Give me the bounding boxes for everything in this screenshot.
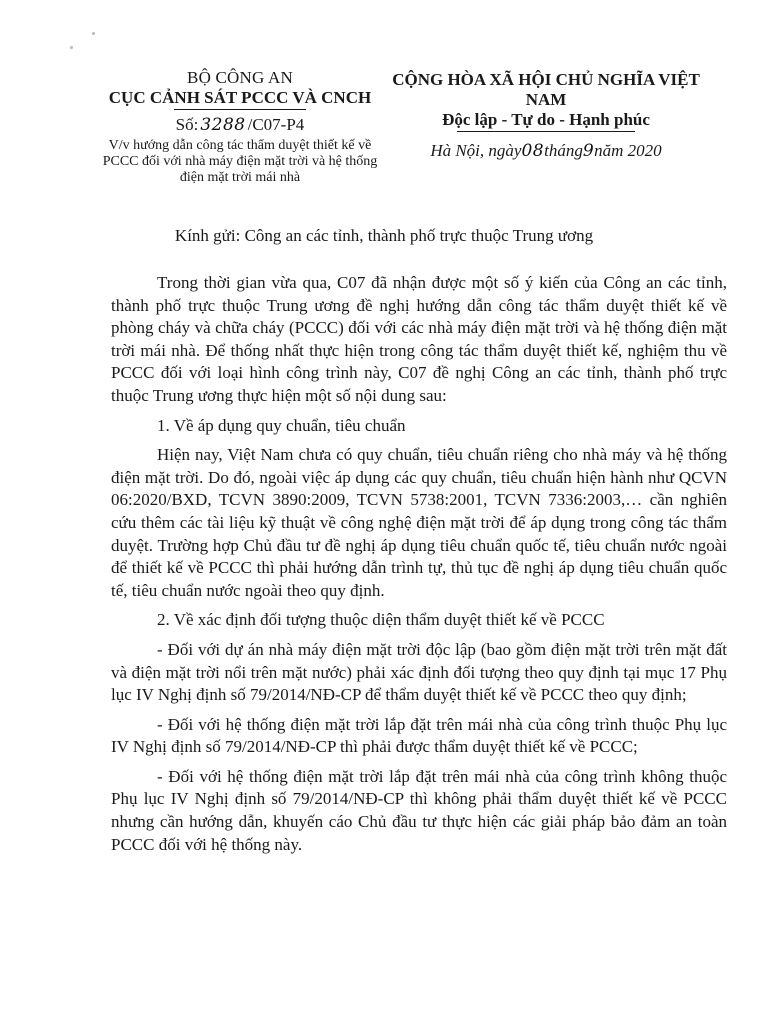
scope-item-rooftop-unlisted: - Đối với hệ thống điện mặt trời lắp đặt trên mái nhà của công trình không thuộc Phụ lục IV Nghị định số 79/2014/NĐ-CP thì không phải thẩm duyệt thiết kế về PCCC nhưng cần hướng dẫn, khuyến cáo Chủ đầu tư thực hiện các giải pháp bảo đảm an toàn PCCC đối với hệ thống này.	[111, 766, 727, 854]
agency-underline	[174, 109, 306, 110]
agency-name: CỤC CẢNH SÁT PCCC VÀ CNCH	[108, 88, 372, 107]
scope-item-rooftop-listed: - Đối với hệ thống điện mặt trời lắp đặt trên mái nhà của công trình thuộc Phụ lục IV Nghị định số 79/2014/NĐ-CP thì phải được thẩm duyệt thiết kế về PCCC;	[111, 714, 727, 757]
scan-speck	[70, 46, 73, 49]
country-name: CỘNG HÒA XÃ HỘI CHỦ NGHĨA VIỆT NAM	[392, 70, 700, 109]
year-label: năm 2020	[594, 141, 662, 160]
month-handwritten: 9	[582, 141, 595, 161]
document-subject: V/v hướng dẫn công tác thẩm duyệt thiết kế về PCCC đối với nhà máy điện mặt trời và hệ thống điện mặt trời mái nhà	[102, 138, 378, 185]
document-number-prefix: Số:	[175, 115, 199, 134]
document-number	[90, 114, 390, 136]
national-motto: Độc lập - Tự do - Hạnh phúc	[442, 110, 650, 129]
month-label: tháng	[544, 141, 583, 160]
motto-underline	[457, 131, 635, 132]
document-number-suffix: /C07-P4	[247, 115, 305, 134]
day-handwritten: 08	[521, 141, 545, 161]
document-body	[111, 272, 727, 863]
document-number-handwritten: 3288	[200, 115, 246, 135]
scope-item-independent-plants: - Đối với dự án nhà máy điện mặt trời độc lập (bao gồm điện mặt trời trên mặt đất và điện mặt trời nổi trên mặt nước) phải xác định đối tượng theo quy định tại mục 17 Phụ lục IV Nghị định số 79/2014/NĐ-CP để thẩm duyệt thiết kế về PCCC theo quy định;	[111, 639, 727, 705]
section-heading-scope: 2. Về xác định đối tượng thuộc diện thẩm duyệt thiết kế về PCCC	[157, 610, 605, 630]
scan-speck	[92, 32, 95, 35]
standards-paragraph: Hiện nay, Việt Nam chưa có quy chuẩn, tiêu chuẩn riêng cho nhà máy và hệ thống điện mặt trời. Do đó, ngoài việc áp dụng các quy chuẩn, tiêu chuẩn hiện hành như QCVN 06:2020/BXD, TCVN 3890:2009, TCVN 5738:2001, TCVN 7336:2003,… cần nghiên cứu thêm các tài liệu kỹ thuật về công nghệ điện mặt trời để áp dụng trong công tác thẩm duyệt. Trường hợp Chủ đầu tư đề nghị áp dụng tiêu chuẩn quốc tế, tiêu chuẩn nước ngoài để thiết kế về PCCC thì phải hướng dẫn trình tự, thủ tục đề nghị áp dụng tiêu chuẩn quốc tế, tiêu chuẩn nước ngoài theo quy định.	[111, 445, 727, 600]
intro-paragraph: Trong thời gian vừa qua, C07 đã nhận được một số ý kiến của Công an các tỉnh, thành phố trực thuộc Trung ương đề nghị hướng dẫn công tác thẩm duyệt thiết kế về phòng cháy và chữa cháy (PCCC) đối với các nhà máy điện mặt trời và hệ thống điện mặt trời mái nhà. Để thống nhất thực hiện trong công tác thẩm duyệt thiết kế, nghiệm thu về PCCC đối với loại hình công trình này, C07 đề nghị Công an các tỉnh, thành phố trực thuộc Trung ương thực hiện một số nội dung sau:	[111, 273, 727, 405]
national-heading-block	[376, 70, 716, 162]
issuing-agency-block	[90, 68, 390, 186]
section-heading-standards: 1. Về áp dụng quy chuẩn, tiêu chuẩn	[157, 415, 406, 435]
place-label: Hà Nội, ngày	[430, 141, 522, 160]
recipient-line: Kính gửi: Công an các tỉnh, thành phố trực thuộc Trung ương	[174, 226, 594, 245]
parent-agency: BỘ CÔNG AN	[187, 68, 293, 87]
place-and-date	[376, 140, 716, 162]
